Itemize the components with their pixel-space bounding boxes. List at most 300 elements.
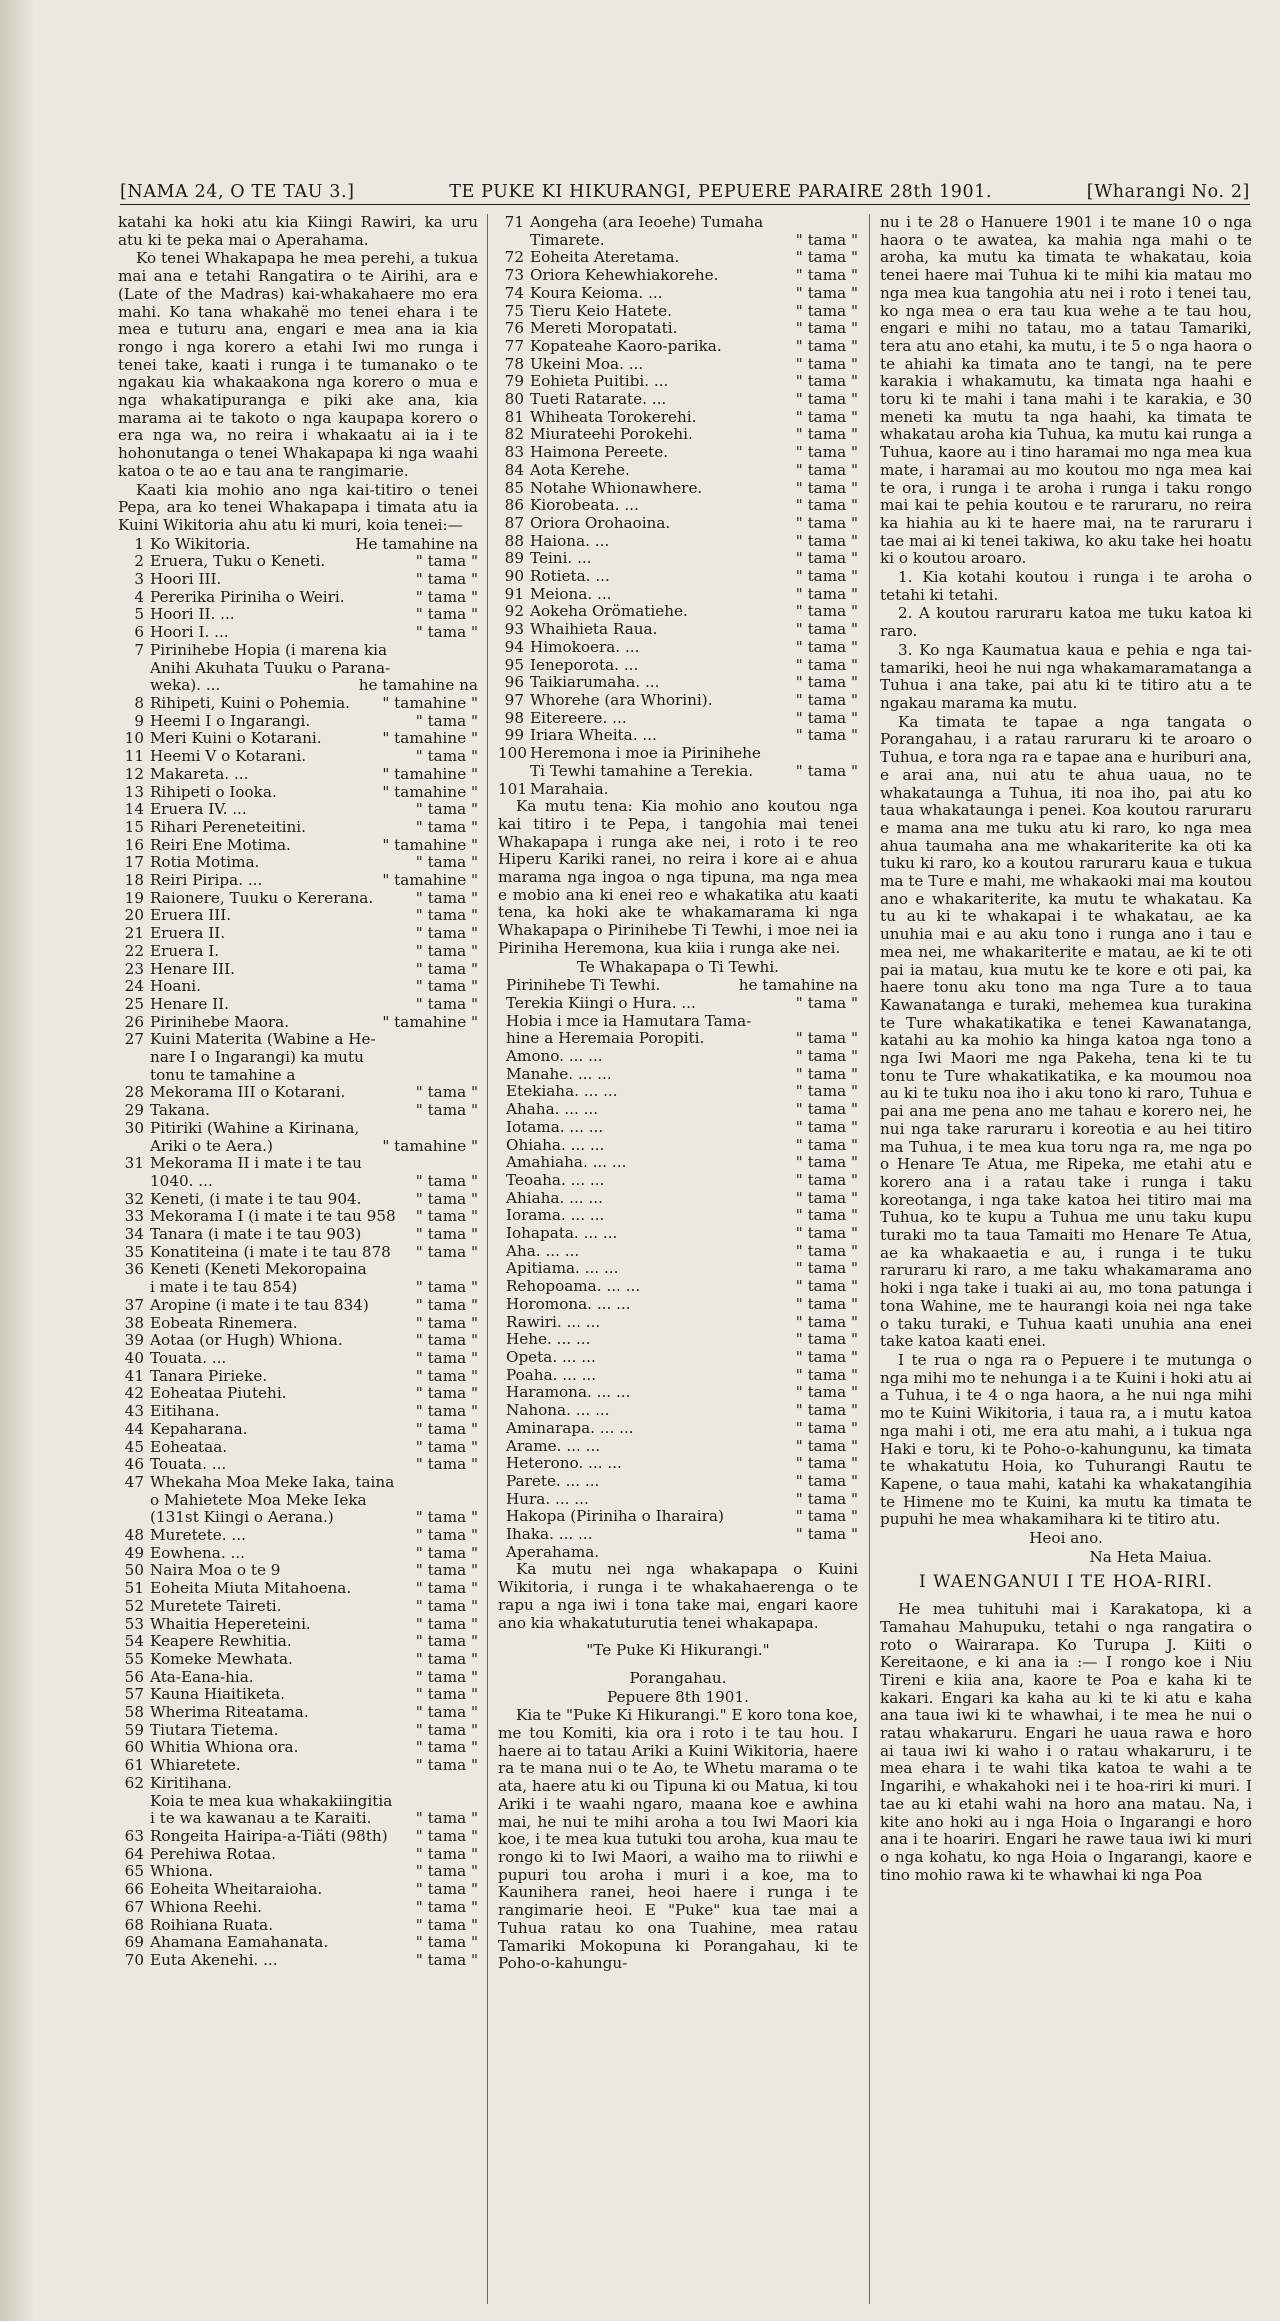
list-item <box>118 1297 478 1315</box>
point-text: Kia kotahi koutou i runga i te aroha o tetahi ki tetahi. <box>880 568 1252 604</box>
item-relation: " tamahine " <box>382 835 478 854</box>
item-relation: " tama " <box>795 673 858 692</box>
item-relation: " tama " <box>415 1349 478 1367</box>
list-item <box>118 1828 478 1846</box>
item-relation: " tama " <box>415 1189 478 1208</box>
item-name: Teoaha. ... ... <box>506 1171 605 1189</box>
list-item <box>498 409 858 427</box>
item-relation: " tama " <box>795 1454 858 1473</box>
list-item <box>118 1031 478 1049</box>
item-name: Mekorama II i mate i te tau <box>150 1155 362 1173</box>
column-divider <box>487 214 488 2304</box>
item-number: 19 <box>124 888 144 907</box>
item-relation: " tamahine " <box>382 1012 478 1031</box>
list-item <box>498 214 858 232</box>
item-relation: " tama " <box>415 1826 478 1845</box>
list-item <box>498 710 858 728</box>
list-item <box>498 515 858 533</box>
item-name: Whiheata Torokerehi. <box>530 408 697 426</box>
item-name: Mekorama III o Kotarani. <box>150 1084 346 1102</box>
item-relation: " tama " <box>415 587 478 606</box>
item-name: weka). ... <box>150 677 221 695</box>
item-relation: " tama " <box>415 570 478 589</box>
item-name: Opeta. ... ... <box>506 1349 596 1366</box>
item-relation: " tama " <box>415 711 478 730</box>
item-name: Aperahama. <box>506 1543 600 1561</box>
item-name: Euta Akenehi. ... <box>150 1951 278 1969</box>
list-item <box>118 1739 478 1757</box>
list-item <box>118 1403 478 1421</box>
item-name: Haiona. ... <box>530 532 610 550</box>
list-item <box>118 784 478 802</box>
item-number: 67 <box>124 1897 144 1916</box>
item-name: Rotia Motima. <box>150 854 260 872</box>
list-item <box>118 1439 478 1457</box>
item-name: Amahiaha. ... ... <box>506 1154 627 1172</box>
list-item <box>498 550 858 568</box>
item-relation: " tama " <box>795 549 858 568</box>
item-name: Ahiaha. ... ... <box>506 1189 603 1207</box>
item-relation: " tama " <box>415 888 478 907</box>
item-name: Touata. ... <box>150 1456 227 1474</box>
list-item <box>498 444 858 462</box>
item-relation: " tama " <box>795 1029 858 1048</box>
item-number: 18 <box>124 871 144 890</box>
item-number: 53 <box>124 1614 144 1633</box>
item-name: Amono. ... ... <box>506 1048 603 1066</box>
item-name: Manahe. ... ... <box>506 1065 612 1083</box>
item-name: Notahe Whionawhere. <box>530 479 703 497</box>
item-name: o Mahietete Moa Meke Ieka <box>150 1491 367 1509</box>
item-relation: " tama " <box>415 1614 478 1633</box>
column-1 <box>118 214 478 2309</box>
item-name: Whiona. <box>150 1863 214 1881</box>
list-item <box>498 320 858 338</box>
item-relation: " tama " <box>795 336 858 355</box>
item-number: 85 <box>504 478 524 497</box>
list-item <box>118 571 478 589</box>
list-item <box>498 745 858 763</box>
item-name: Eowhena. ... <box>150 1544 245 1562</box>
numbered-point <box>880 642 1252 713</box>
issue-number: [NAMA 24, O TE TAU 3.] <box>120 182 355 202</box>
item-name: Taikiarumaha. ... <box>530 674 660 692</box>
item-relation: " tama " <box>415 1242 478 1261</box>
item-name: Whorehe (ara Whorini). <box>530 691 713 709</box>
item-number: 89 <box>504 549 524 568</box>
list-item <box>498 727 858 745</box>
list-item <box>118 1793 478 1811</box>
item-number: 58 <box>124 1703 144 1722</box>
item-relation: " tama " <box>415 1915 478 1934</box>
item-name: 1040. ... <box>150 1172 213 1190</box>
item-relation: " tamahine " <box>382 764 478 783</box>
item-number: 33 <box>124 1207 144 1226</box>
item-relation: He tamahine na <box>355 534 478 553</box>
item-relation: " tama " <box>415 1419 478 1438</box>
list-item <box>498 391 858 409</box>
list-item <box>118 890 478 908</box>
item-relation: " tamahine " <box>382 782 478 801</box>
item-relation: " tama " <box>795 567 858 586</box>
list-item <box>498 338 858 356</box>
item-relation: " tama " <box>415 1880 478 1899</box>
item-relation: " tama " <box>415 1579 478 1598</box>
item-relation: " tama " <box>795 1471 858 1490</box>
list-item <box>498 1083 858 1101</box>
list-item <box>118 943 478 961</box>
column-3 <box>880 214 1252 2309</box>
item-number: 32 <box>124 1189 144 1208</box>
item-number: 83 <box>504 443 524 462</box>
item-number: 4 <box>134 587 144 606</box>
item-number: 52 <box>124 1596 144 1615</box>
point-number: 2. <box>898 604 913 623</box>
item-relation: " tama " <box>795 1064 858 1083</box>
list-item <box>118 1562 478 1580</box>
item-number <box>118 1279 150 1297</box>
list-item <box>118 1669 478 1687</box>
item-number <box>118 1138 150 1156</box>
item-relation: " tama " <box>795 708 858 727</box>
item-relation: " tama " <box>795 1348 858 1366</box>
point-number: 3. <box>898 640 913 659</box>
item-relation: " tama " <box>795 620 858 639</box>
item-number: 71 <box>504 214 524 231</box>
item-number: 75 <box>504 301 524 320</box>
item-number <box>498 763 530 781</box>
list-item <box>498 232 858 250</box>
item-name: Hoani. <box>150 978 201 996</box>
item-name: (131st Kiingi o Aerana.) <box>150 1509 334 1527</box>
item-relation: " tama " <box>415 1862 478 1881</box>
item-name: Meiona. ... <box>530 585 612 603</box>
list-item <box>498 1544 858 1562</box>
list-item <box>498 1225 858 1243</box>
list-item <box>118 1580 478 1598</box>
item-relation: " tama " <box>795 1383 858 1402</box>
item-number: 35 <box>124 1242 144 1261</box>
item-number: 20 <box>124 906 144 925</box>
list-item <box>118 1810 478 1828</box>
item-name: Ukeini Moa. ... <box>530 355 644 373</box>
item-number: 42 <box>124 1384 144 1403</box>
item-name: Haramona. ... ... <box>506 1384 631 1402</box>
list-item <box>118 1138 478 1156</box>
item-name: Heterono. ... ... <box>506 1455 622 1473</box>
item-number: 88 <box>504 531 524 550</box>
list-item <box>118 978 478 996</box>
list-item <box>498 1101 858 1119</box>
item-relation: " tama " <box>795 301 858 320</box>
list-item <box>498 1526 858 1544</box>
item-number: 54 <box>124 1632 144 1651</box>
item-relation: " tama " <box>795 993 858 1012</box>
item-name: Rotieta. ... <box>530 568 610 586</box>
list-item <box>498 1491 858 1509</box>
item-name: Parete. ... ... <box>506 1472 600 1490</box>
item-number: 50 <box>124 1561 144 1580</box>
item-name: Haimona Pereete. <box>530 444 669 462</box>
item-number <box>118 1810 150 1828</box>
item-relation: " tama " <box>795 513 858 532</box>
list-item <box>118 1191 478 1209</box>
item-number: 30 <box>124 1118 144 1137</box>
item-name: Reiri Piripa. ... <box>150 872 263 890</box>
item-relation: " tama " <box>415 1101 478 1120</box>
item-number: 94 <box>504 637 524 656</box>
subheading: Te Whakapapa o Ti Tewhi. <box>576 957 780 976</box>
list-item <box>118 801 478 819</box>
item-relation: " tama " <box>795 1188 858 1207</box>
item-name: Rihipeti, Kuini o Pohemia. <box>150 694 351 712</box>
item-name: Touata. ... <box>150 1350 227 1367</box>
item-name: Hehe. ... ... <box>506 1331 591 1349</box>
item-number: 77 <box>504 336 524 355</box>
item-relation: " tama " <box>415 1384 478 1403</box>
list-item <box>498 1508 858 1526</box>
page-edge <box>0 0 34 2321</box>
list-item <box>118 624 478 642</box>
list-item <box>498 303 858 321</box>
list-item <box>498 1154 858 1172</box>
item-relation: " tama " <box>415 941 478 960</box>
item-relation: " tama " <box>415 1455 478 1474</box>
item-relation: " tama " <box>415 1720 478 1739</box>
list-item <box>118 1633 478 1651</box>
item-name: Meri Kuini o Kotarani. <box>150 730 322 748</box>
item-number: 44 <box>124 1419 144 1438</box>
list-item <box>498 586 858 604</box>
item-number: 65 <box>124 1862 144 1881</box>
item-number: 5 <box>134 605 144 624</box>
item-number: 40 <box>124 1349 144 1367</box>
list-item <box>498 1438 858 1456</box>
item-relation: " tama " <box>415 977 478 996</box>
item-name: Oriora Kehewhiakorehe. <box>530 267 719 285</box>
list-item <box>118 1704 478 1722</box>
item-name: Roihiana Ruata. <box>150 1916 274 1934</box>
item-name: Eoheita Ateretama. <box>530 249 680 267</box>
list-item <box>498 462 858 480</box>
item-relation: " tama " <box>795 1153 858 1172</box>
item-name: Hoori I. ... <box>150 624 229 642</box>
item-number: 70 <box>124 1950 144 1969</box>
item-name: Eruera II. <box>150 925 226 943</box>
list-item <box>118 1421 478 1439</box>
item-name: nare I o Ingarangi) ka mutu <box>150 1049 364 1067</box>
item-name: Hoori II. ... <box>150 606 235 624</box>
item-relation: he tamahine na <box>738 976 858 995</box>
item-relation: " tama " <box>795 1170 858 1189</box>
item-relation: " tama " <box>415 1649 478 1668</box>
item-number: 51 <box>124 1579 144 1598</box>
list-item <box>118 1846 478 1864</box>
item-relation: " tama " <box>415 906 478 925</box>
item-relation: " tama " <box>415 1632 478 1651</box>
item-number: 93 <box>504 620 524 639</box>
item-number: 1 <box>134 534 144 553</box>
item-relation: he tamahine na <box>358 676 478 695</box>
paragraph: Ka mutu tena: Kia mohio ano koutou nga kai titiro i te Pepa, i tangohia mai tenei Whakapapa i runga ake nei, i roto i te reo Hiperu Kariki ranei, no reira i kore ai e ahua marama nga ingoa o nga tipuna, ma nga mea e mobio ana ki enei reo e whakatika atu kaati tena, ka hoki ake te whakamarama ki nga Whakapapa o Pirinihebe Ti Tewhi, i moe nei ia Piriniha Heremona, kua kiia i runga ake nei. <box>498 797 858 957</box>
item-name: Hura. ... ... <box>506 1490 589 1508</box>
list-item <box>118 642 478 660</box>
item-relation: " tama " <box>795 602 858 621</box>
numbered-points <box>880 569 1252 713</box>
item-relation: " tama " <box>415 924 478 943</box>
item-number: 16 <box>124 835 144 854</box>
item-relation: " tama " <box>795 1047 858 1066</box>
item-relation: " tama " <box>415 1738 478 1757</box>
item-name: Pirinihebe Maora. <box>150 1013 290 1031</box>
list-item <box>118 996 478 1014</box>
item-name: Ihaka. ... ... <box>506 1526 593 1544</box>
list-item <box>118 925 478 943</box>
item-number: 17 <box>124 853 144 872</box>
item-name: Keneti (Keneti Mekoropaina <box>150 1261 367 1279</box>
list-item <box>118 589 478 607</box>
list-item <box>118 1616 478 1634</box>
point-text: Ko nga Kaumatua kaua e pehia e nga tai-tamariki, heoi he nui nga whakamaramatanga a Tuhua i ana take, pai atu ki te titiro atu a te ngakau marama ka mutu. <box>880 640 1252 712</box>
list-item <box>118 1084 478 1102</box>
item-name: Koia te mea kua whakakiingitia <box>150 1792 393 1810</box>
item-name: Keneti, (i mate i te tau 904. <box>150 1190 362 1208</box>
item-relation: " tama " <box>415 1402 478 1421</box>
item-number: 47 <box>124 1472 144 1491</box>
item-name: Ohiaha. ... ... <box>506 1136 605 1154</box>
list-item <box>498 781 858 799</box>
list-item <box>118 1917 478 1935</box>
list-item <box>118 1067 478 1085</box>
item-number: 81 <box>504 407 524 426</box>
item-relation: " tama " <box>795 460 858 479</box>
item-relation: " tama " <box>415 552 478 571</box>
item-number: 100 <box>498 744 527 763</box>
item-relation: " tama " <box>795 1489 858 1508</box>
item-relation: " tama " <box>795 1418 858 1437</box>
list-item <box>118 553 478 571</box>
list-item <box>498 1260 858 1278</box>
item-number: 59 <box>124 1720 144 1739</box>
item-relation: " tama " <box>795 1224 858 1243</box>
item-number: 63 <box>124 1826 144 1845</box>
list-item <box>498 1420 858 1438</box>
list-item <box>118 1350 478 1368</box>
item-number: 101 <box>498 779 527 798</box>
item-relation: " tama " <box>415 1667 478 1686</box>
list-item <box>118 677 478 695</box>
item-name: Hakopa (Piriniha o Iharaira) <box>506 1508 724 1526</box>
item-name: Marahaia. <box>530 780 609 798</box>
item-relation: " tama " <box>415 1756 478 1775</box>
item-number: 80 <box>504 390 524 409</box>
item-number: 8 <box>134 693 144 712</box>
item-relation: " tama " <box>795 443 858 462</box>
item-name: Komeke Mewhata. <box>150 1650 293 1668</box>
item-number: 14 <box>124 800 144 819</box>
item-number: 21 <box>124 924 144 943</box>
list-item <box>118 1899 478 1917</box>
item-name: Mekorama I (i mate i te tau 958 <box>150 1208 396 1226</box>
item-relation: " tamahine " <box>382 729 478 748</box>
item-name: Kiorobeata. ... <box>530 497 639 515</box>
item-number: 87 <box>504 513 524 532</box>
item-number: 86 <box>504 496 524 515</box>
item-number: 68 <box>124 1915 144 1934</box>
item-number: 31 <box>124 1154 144 1173</box>
item-relation: " tamahine " <box>382 1136 478 1155</box>
item-number: 72 <box>504 248 524 267</box>
section-title: "Te Puke Ki Hikurangi." <box>586 1641 770 1660</box>
item-relation: " tama " <box>795 266 858 285</box>
item-number: 90 <box>504 567 524 586</box>
item-name: Whitia Whiona ora. <box>150 1739 299 1757</box>
item-number <box>118 660 150 678</box>
list-item <box>118 1598 478 1616</box>
item-relation: " tama " <box>415 853 478 872</box>
item-number: 6 <box>134 623 144 642</box>
list-item <box>498 639 858 657</box>
item-relation: " tama " <box>415 1703 478 1722</box>
item-name: Oriora Orohaoina. <box>530 514 671 532</box>
item-relation: " tama " <box>795 531 858 550</box>
list-item <box>498 1207 858 1225</box>
list-item <box>118 819 478 837</box>
item-number <box>118 677 150 695</box>
item-relation: " tama " <box>415 1313 478 1332</box>
item-relation: " tama " <box>415 1278 478 1297</box>
item-relation: " tama " <box>795 1436 858 1455</box>
item-relation: " tama " <box>795 283 858 302</box>
item-name: Aha. ... ... <box>506 1242 580 1260</box>
genealogy-list <box>498 977 858 1561</box>
item-name: Makareta. ... <box>150 765 249 783</box>
item-name: i mate i te tau 854) <box>150 1279 298 1297</box>
list-item <box>118 872 478 890</box>
item-name: Hoori III. <box>150 571 222 589</box>
list-item <box>498 1048 858 1066</box>
list-item <box>498 763 858 781</box>
item-number: 46 <box>124 1455 144 1474</box>
list-item <box>118 1120 478 1138</box>
item-name: Mereti Moropatati. <box>530 320 678 338</box>
item-name: Eohieta Puitibi. ... <box>530 373 669 391</box>
item-number <box>118 1492 150 1510</box>
list-item <box>498 249 858 267</box>
list-item <box>498 1137 858 1155</box>
item-number <box>118 1509 150 1527</box>
item-number: 78 <box>504 354 524 373</box>
list-item <box>498 426 858 444</box>
item-name: Naira Moa o te 9 <box>150 1562 281 1580</box>
item-name: Whaihieta Raua. <box>530 621 658 639</box>
paragraph: Ka timata te tapae a nga tangata o Porangahau, i a ratau raruraru ki te aroaro o Tuhua, e tora nga ra e tapae ana e huriburi ana, e arai ana, nui atu te ahua uaua, no te whakataunga a Tuhua, iti noa iho, pai atu ko taua whakataunga i penei. Koa koutou raruraru e mama ana me tuku atu ki raro, ko nga mea ahua taumaha ana me whakariterite ka oti ka tuku ki raro, ko a koutou raruraru kaua e tukua ma te Ture e mahi, me whakaoki mai ma koutou ano e whakariterite, ka mutu te whakatau. Ka tu au ki te whakapai i te whakatau, ae ka unuhia mai e au aku tono i runga ano i tau e mea nei, me whakariterite e matau, ae ki te oti pai ia matau, kua mutu ke te kore e oti pai, ka haere tonu aku tono ma nga Ture a to taua Kawanatanga e turaki, mehemea kua turakina te Ture whakatikatika e tenei Kawanatanga, katahi au ka mohio ka hinga katoa nga tono a nga Iwi Maori me nga Pakeha, tena ki te tu tonu te Ture whakatikatika, e ka moumou noa au ki te tuku noa iho i aku tono ki raro, Tuhua e pai ana me pena ano me tahau e korero nei, he nui nga take raruraru i koreotia e au hei titiro ma Tuhua, i te mea kua toru nga ra, me nga po o Henare Te Atua, me Ripeka, me etahi atu e korero ana i a ratau take i runga i taku koreotanga, i nga take katoa hei titiro mai ma Tuhua, ko te kupu a Tuhua me unu taku kupu turaki mo ta taua Tamaiti mo Henare Te Atua, ae ka whakaaetia e au, i runga i te tuku raruraru ki raro, a me taku whakamarama ano hoki i nga take i tuaki ai au, mo tona patunga i tona Wahine, me te haurangi koia nei nga take o taku turaki, e Tuhua kaati unuhia ana enei take katoa kaati enei. <box>880 712 1252 1351</box>
item-number: 13 <box>124 782 144 801</box>
item-relation: " tama " <box>795 230 858 249</box>
list-item <box>498 1172 858 1190</box>
item-relation: " tama " <box>415 1207 478 1226</box>
point-text: A koutou raruraru katoa me tuku katoa ki raro. <box>880 604 1252 641</box>
item-name: Eruera III. <box>150 907 232 925</box>
item-name: Eobeata Rinemera. <box>150 1314 298 1332</box>
paragraph: nu i te 28 o Hanuere 1901 i te mane 10 o nga haora o te awatea, ka mahia nga mahi o te aroha, ka mutu ka timata te whakatau, koia tenei haere mai Tuhua ki te mihi kia matau mo nga mea kua tangohia atu nei i roto i tenei tau, ko nga mea o era tau kua wehe a te tau hou, engari e mihi no tatau, mo a tatau Tamariki, tera atu ano etahi, ka mutu, i te 5 o nga haora o te ahiahi ka timata ano te tangi, na te pere karakia i whakamutu, ka timata nga haahi e toru ki te mahi i tana mahi i te karakia, e 30 meneti ka mutu ta nga haahi, ka timata te whakatau aroha kia Tuhua, ka mutu kai runga a Tuhua, kaore au i tino haramai mo nga mea kua mate, i haramai au mo koutou mo nga mea kai te ora, i runga i te aroha i runga i taku rongo mai kai te pehia koutou e te raruraru, no reira ka hiahia au ki te haere mai, na te raruraru i tae mai ai ki tenei takiwa, ko aku take hei hoatu ki o koutou aroaro. <box>880 214 1252 568</box>
item-name: Rongeita Hairipa-a-Tiäti (98th) <box>150 1827 388 1845</box>
item-name: Pirinihebe Hopia (i marena kia <box>150 641 388 659</box>
item-relation: " tama " <box>415 1596 478 1615</box>
list-item <box>498 1030 858 1048</box>
item-name: Whiaretete. <box>150 1757 241 1775</box>
item-number: 26 <box>124 1012 144 1031</box>
